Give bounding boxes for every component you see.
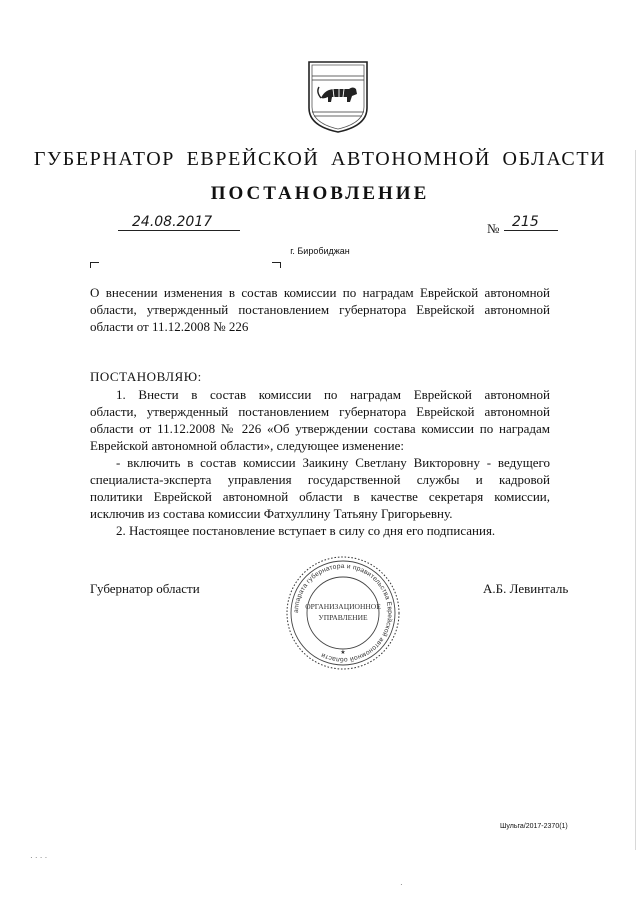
page-edge-line	[635, 150, 636, 850]
stamp-center-line: ОРГАНИЗАЦИОННОЕ	[305, 602, 381, 611]
stamp-center-line: УПРАВЛЕНИЕ	[318, 613, 368, 622]
body-line: исключив из состава комиссии Фатхуллину Татьяну Григорьевну.	[90, 506, 453, 521]
scan-artifact: · · · ·	[30, 853, 48, 862]
body-line: области от 11.12.2008 № 226 «Об утверждении состава комиссии по наградам	[90, 421, 550, 436]
stamp-ring-text: аппарата губернатора и правительства Еврейской автономной области	[292, 562, 394, 664]
date-underline	[118, 230, 240, 231]
paragraph-1	[90, 386, 550, 454]
decree-word: ПОСТАНОВЛЯЮ:	[90, 369, 202, 384]
document-subject	[90, 284, 550, 335]
scan-artifact: ·	[400, 880, 403, 889]
body-line: политики Еврейской автономной области в качестве секретаря комиссии,	[90, 489, 550, 504]
issuer-heading: ГУБЕРНАТОР ЕВРЕЙСКОЙ АВТОНОМНОЙ ОБЛАСТИ	[33, 148, 607, 170]
body-line: Еврейской автономной области», следующее изменение:	[90, 438, 404, 453]
subject-line: О внесении изменения в состав комиссии по наградам Еврейской автономной	[90, 285, 550, 300]
subject-line: области, утвержденный постановлением губернатора Еврейской автономной	[90, 302, 550, 317]
paragraph-2	[90, 454, 550, 522]
number-sign: №	[487, 221, 500, 236]
city-name: г. Биробиджан	[290, 246, 350, 256]
svg-text:★: ★	[340, 650, 346, 656]
handwritten-date: 24.08.2017	[132, 214, 213, 230]
document-footer-code: Шульга/2017-2370(1)	[500, 823, 568, 830]
corner-mark-left	[90, 262, 99, 268]
official-stamp	[284, 554, 402, 672]
number-underline	[504, 230, 558, 231]
paragraph-3	[90, 522, 550, 539]
signatory-name: А.Б. Левинталь	[483, 581, 569, 596]
body-line: 2. Настоящее постановление вступает в силу со дня его подписания.	[116, 523, 496, 538]
signatory-position: Губернатор области	[90, 581, 200, 596]
body-line: 1. Внести в состав комиссии по наградам Еврейской автономной	[116, 387, 550, 402]
coat-of-arms-emblem	[305, 56, 371, 134]
subject-line: области от 11.12.2008 № 226	[90, 319, 249, 334]
body-line: специалиста-эксперта управления государственной службы и кадровой	[90, 472, 550, 487]
document-type-title: ПОСТАНОВЛЕНИЕ	[210, 183, 430, 204]
body-line: области, утвержденный постановлением губернатора Еврейской автономной	[90, 404, 550, 419]
body-line: - включить в состав комиссии Заикину Светлану Викторовну - ведущего	[116, 455, 550, 470]
handwritten-number: 215	[512, 214, 539, 230]
corner-mark-right	[272, 262, 281, 268]
